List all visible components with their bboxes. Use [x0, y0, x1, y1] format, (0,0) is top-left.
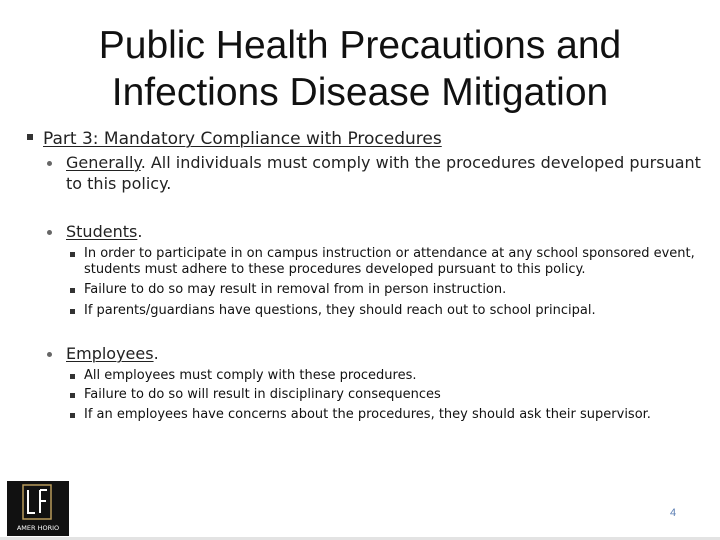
section-heading-label: Part 3: Mandatory Compliance with Procedures	[43, 129, 442, 149]
round-bullet-icon	[47, 230, 52, 235]
employees-punct: .	[153, 344, 159, 363]
square-bullet-icon	[27, 134, 33, 140]
square-bullet-icon	[70, 252, 75, 257]
square-bullet-icon	[70, 374, 75, 379]
slide-title-line-1: Public Health Precautions and	[98, 24, 622, 67]
employees-term: Employees	[66, 344, 154, 363]
square-bullet-icon	[70, 393, 75, 398]
generally-item	[47, 152, 707, 194]
section-heading	[27, 128, 707, 150]
square-bullet-icon	[70, 413, 75, 418]
employees-subitem	[70, 407, 706, 423]
logo-text: AMER HORIO	[16, 524, 60, 532]
employees-subitem	[70, 387, 706, 403]
slide-title-line-2: Infections Disease Mitigation	[111, 71, 609, 114]
employees-subitem-text: Failure to do so will result in disciplinary consequences	[84, 387, 441, 402]
page-number: 4	[669, 507, 677, 519]
students-term: Students	[66, 222, 138, 241]
generally-text: . All individuals must comply with the procedures developed pursuant to this policy.	[66, 153, 701, 193]
square-bullet-icon	[70, 309, 75, 314]
employees-subitem-text: All employees must comply with these procedures.	[84, 368, 417, 383]
round-bullet-icon	[47, 161, 52, 166]
students-subitem	[70, 303, 706, 319]
students-subitem	[70, 246, 706, 278]
students-subitem-text: Failure to do so may result in removal from in person instruction.	[84, 282, 507, 297]
square-bullet-icon	[70, 288, 75, 293]
students-punct: .	[137, 222, 143, 241]
students-subitem	[70, 282, 706, 298]
students-item	[47, 221, 707, 242]
students-subitem-text: If parents/guardians have questions, they should reach out to school principal.	[84, 303, 596, 318]
employees-item	[47, 343, 707, 364]
students-subitem-text: In order to participate in on campus instruction or attendance at any school sponsored event, students must adhere to these procedures developed pursuant to this policy.	[84, 246, 695, 277]
round-bullet-icon	[47, 352, 52, 357]
generally-term: Generally	[66, 153, 141, 172]
employees-subitem-text: If an employees have concerns about the procedures, they should ask their supervisor.	[84, 407, 651, 422]
district-logo	[7, 481, 69, 536]
employees-subitem	[70, 368, 706, 384]
slide-title	[40, 22, 680, 116]
